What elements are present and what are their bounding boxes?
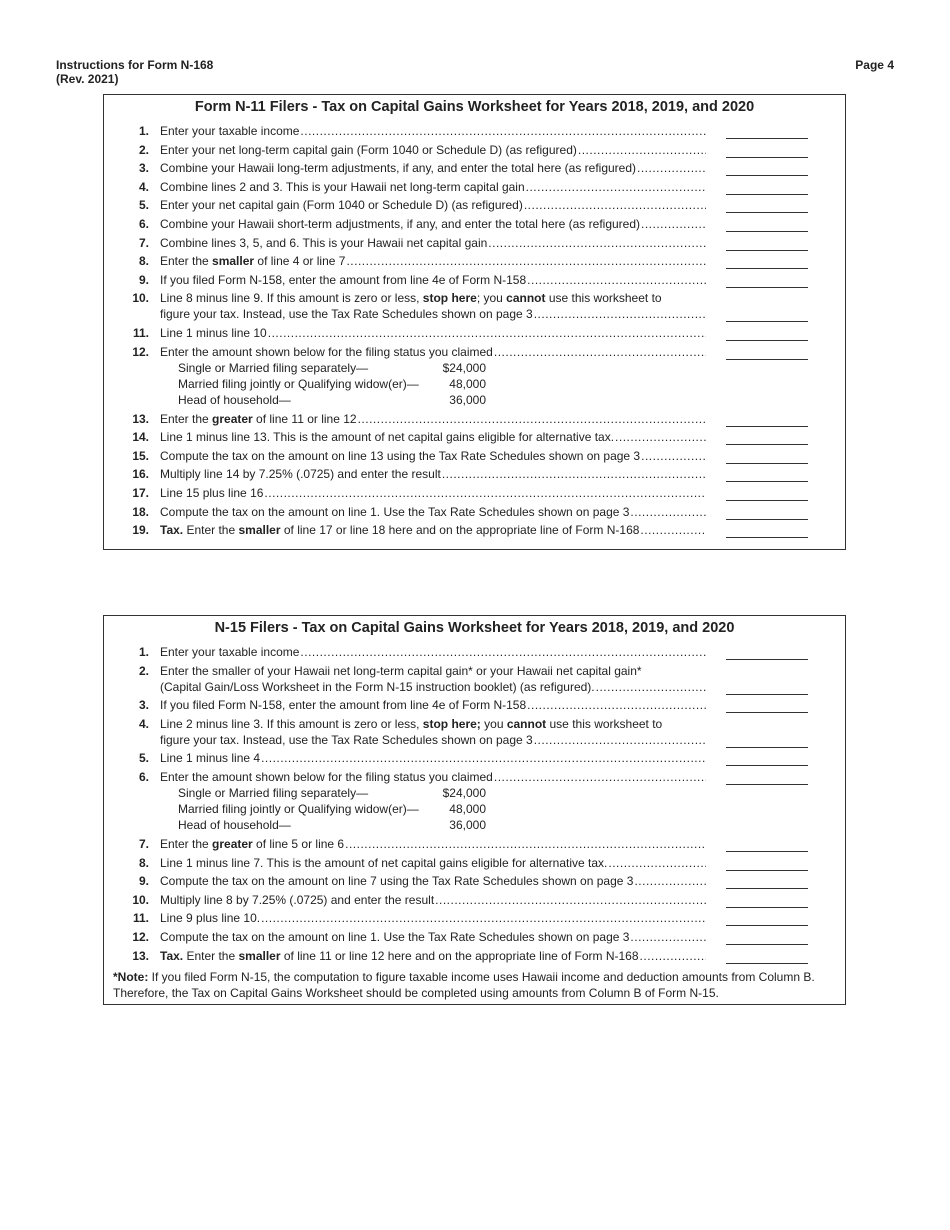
page-number: Page 4 [855,58,894,72]
line-number: 19. [132,523,149,538]
worksheet-line-15 [104,448,845,464]
line-text: Enter the greater of line 5 or line 6 [160,836,345,851]
worksheet-line-5 [104,197,845,213]
worksheet-line-4 [104,179,845,195]
n15-worksheet [103,615,846,1005]
amount-entry-line[interactable] [726,712,808,713]
line-text: Multiply line 14 by 7.25% (.0725) and enter the result [160,467,441,482]
filing-status-head-of-household: Head of household— 36,000 [178,392,486,407]
line-text: Combine lines 2 and 3. This is your Hawaii net long-term capital gain [160,179,525,194]
amount-entry-line[interactable] [726,765,808,766]
line-number: 17. [132,485,149,500]
amount-entry-line[interactable] [726,194,808,195]
line-number: 13. [132,948,149,963]
amount-entry-line[interactable] [726,907,808,908]
amount-entry-line[interactable] [726,747,808,748]
worksheet-line-3 [104,160,845,176]
line-text-continued: (Capital Gain/Loss Worksheet in the Form N-15 instruction booklet) (as refigured). [160,679,595,694]
line-number: 9. [138,272,149,287]
worksheet-line-5 [104,750,845,766]
line-text-continued: figure your tax. Instead, use the Tax Rate Schedules shown on page 3 [160,307,533,322]
worksheet-line-19 [104,522,845,538]
line-number: 11. [132,325,149,340]
amount-entry-line[interactable] [726,444,808,445]
line-number: 1. [138,645,149,659]
worksheet-line-2 [104,142,845,158]
amount-entry-line[interactable] [726,925,808,926]
line-text: Multiply line 8 by 7.25% (.0725) and enter the result [160,892,435,907]
line-number: 4. [138,716,149,731]
filing-status-amounts [104,360,845,408]
line-text: Compute the tax on the amount on line 7 using the Tax Rate Schedules shown on page 3 [160,874,634,889]
worksheet-line-6 [104,769,845,785]
line-number: 2. [138,142,149,157]
note-text: If you filed Form N-15, the computation to figure taxable income uses Hawaii income and deduction amounts from Column B. Therefore, the Tax on Capital Gains Worksheet should be completed using amounts from Column B of Form N-15. [113,969,815,1000]
n11-worksheet [103,94,846,550]
worksheet-line-17 [104,485,845,501]
amount-entry-line[interactable] [726,250,808,251]
amount-entry-line[interactable] [726,963,808,964]
filing-status-single: Single or Married filing separately— $24,000 [178,785,486,800]
worksheet-line-9 [104,272,845,288]
note-label: *Note: [113,969,149,984]
amount-entry-line[interactable] [726,500,808,501]
amount-entry-line[interactable] [726,175,808,176]
amount-entry-line[interactable] [726,157,808,158]
worksheet-line-13 [104,948,845,964]
line-text: Compute the tax on the amount on line 1. Use the Tax Rate Schedules shown on page 3 [160,504,630,519]
line-text: Line 2 minus line 3. If this amount is zero or less, stop here; you cannot use this worksheet to [160,716,663,731]
amount-entry-line[interactable] [726,426,808,427]
line-text: If you filed Form N-158, enter the amount from line 4e of Form N-158 [160,698,527,713]
filing-status-head-of-household: Head of household— 36,000 [178,817,486,832]
line-number: 5. [138,751,149,766]
amount-entry-line[interactable] [726,888,808,889]
line-number: 9. [138,874,149,889]
line-text: Enter your taxable income [160,124,300,138]
line-number: 7. [138,235,149,250]
line-text: Combine lines 3, 5, and 6. This is your Hawaii net capital gain [160,235,488,250]
worksheet-line-8 [104,253,845,269]
worksheet-line-11 [104,325,845,341]
worksheet-line-10 [104,290,845,322]
line-text: Line 1 minus line 7. This is the amount of net capital gains eligible for alternative tax. [160,855,608,870]
line-text: If you filed Form N-158, enter the amount from line 4e of Form N-158 [160,272,527,287]
line-number: 3. [138,161,149,176]
line-text: Enter the amount shown below for the filing status you claimed [160,769,493,784]
line-number: 14. [132,430,149,445]
form-name: Instructions for Form N-168 [56,58,214,72]
line-number: 5. [138,198,149,213]
worksheet-title: Form N-11 Filers - Tax on Capital Gains Worksheet for Years 2018, 2019, and 2020 [194,99,755,115]
worksheet-note [104,967,845,1001]
line-text: Enter your net long-term capital gain (Form 1040 or Schedule D) (as refigured) [160,142,577,157]
line-number: 6. [138,216,149,231]
line-text: Enter the smaller of your Hawaii net long-term capital gain* or your Hawaii net capital gain* [160,663,642,678]
filing-status-amounts [104,785,845,833]
worksheet-line-4 [104,716,845,748]
worksheet-line-12 [104,929,845,945]
line-number: 10. [132,291,149,306]
line-text: Compute the tax on the amount on line 13 using the Tax Rate Schedules shown on page 3 [160,448,641,463]
line-number: 15. [132,448,149,463]
worksheet-line-7 [104,836,845,852]
line-number: 1. [138,124,149,138]
line-number: 7. [138,836,149,851]
worksheet-title: N-15 Filers - Tax on Capital Gains Worksheet for Years 2018, 2019, and 2020 [214,620,735,636]
line-text: Line 1 minus line 4 [160,751,261,766]
amount-entry-line[interactable] [726,463,808,464]
line-text: Tax. Enter the smaller of line 17 or line 18 here and on the appropriate line of Form N-168 [160,523,640,538]
worksheet-line-1 [104,123,845,139]
worksheet-line-2 [104,663,845,695]
amount-entry-line[interactable] [726,659,808,660]
worksheet-line-10 [104,892,845,908]
line-text: Combine your Hawaii short-term adjustments, if any, and enter the total here (as refigured) [160,216,640,231]
worksheet-line-18 [104,504,845,520]
worksheet-line-6 [104,216,845,232]
filing-status-joint: Married filing jointly or Qualifying widow(er)— 48,000 [178,376,486,391]
line-text: Line 8 minus line 9. If this amount is zero or less, stop here; you cannot use this worksheet to [160,291,662,306]
line-number: 6. [138,769,149,784]
worksheet-line-13 [104,411,845,427]
worksheet-line-12 [104,344,845,360]
line-text: Enter the amount shown below for the filing status you claimed [160,344,493,359]
line-text: Enter your taxable income [160,645,300,659]
line-text: Enter the smaller of line 4 or line 7 [160,254,346,269]
amount-entry-line[interactable] [726,944,808,945]
line-text-continued: figure your tax. Instead, use the Tax Rate Schedules shown on page 3 [160,732,533,747]
line-number: 18. [132,504,149,519]
amount-entry-line[interactable] [726,519,808,520]
worksheet-line-7 [104,235,845,251]
line-text: Line 1 minus line 10 [160,325,267,340]
amount-entry-line[interactable] [726,340,808,341]
line-number: 10. [132,892,149,907]
form-revision: (Rev. 2021) [56,72,119,86]
amount-entry-line[interactable] [726,537,808,538]
amount-entry-line[interactable] [726,851,808,852]
filing-status-single: Single or Married filing separately— $24,000 [178,360,486,375]
line-text: Combine your Hawaii long-term adjustments, if any, and enter the total here (as refigured) [160,161,637,176]
line-number: 13. [132,411,149,426]
line-number: 8. [138,855,149,870]
amount-entry-line[interactable] [726,694,808,695]
worksheet-line-16 [104,466,845,482]
amount-entry-line[interactable] [726,481,808,482]
form-identifier [56,58,213,86]
line-text: Line 1 minus line 13. This is the amount of net capital gains eligible for alternative tax. [160,430,615,445]
line-number: 11. [132,911,149,926]
amount-entry-line[interactable] [726,138,808,139]
worksheet-line-3 [104,697,845,713]
amount-entry-line[interactable] [726,268,808,269]
line-number: 4. [138,179,149,194]
amount-entry-line[interactable] [726,321,808,322]
worksheet-line-9 [104,873,845,889]
line-number: 2. [138,663,149,678]
worksheet-line-1 [104,644,845,660]
line-text: Tax. Enter the smaller of line 11 or line 12 here and on the appropriate line of Form N-168 [160,948,639,963]
line-number: 3. [138,698,149,713]
amount-entry-line[interactable] [726,231,808,232]
line-number: 8. [138,254,149,269]
line-number: 16. [132,467,149,482]
line-number: 12. [132,929,149,944]
amount-entry-line[interactable] [726,212,808,213]
line-text: Enter the greater of line 11 or line 12 [160,411,357,426]
line-text: Enter your net capital gain (Form 1040 or Schedule D) (as refigured) [160,198,523,213]
line-text: Compute the tax on the amount on line 1. Use the Tax Rate Schedules shown on page 3 [160,929,630,944]
worksheet-line-14 [104,429,845,445]
amount-entry-line[interactable] [726,870,808,871]
worksheet-line-11 [104,910,845,926]
filing-status-joint: Married filing jointly or Qualifying widow(er)— 48,000 [178,801,486,816]
line-number: 12. [132,344,149,359]
line-text: Line 15 plus line 16 [160,485,264,500]
line-text: Line 9 plus line 10. [160,911,261,926]
amount-entry-line[interactable] [726,287,808,288]
worksheet-line-8 [104,855,845,871]
